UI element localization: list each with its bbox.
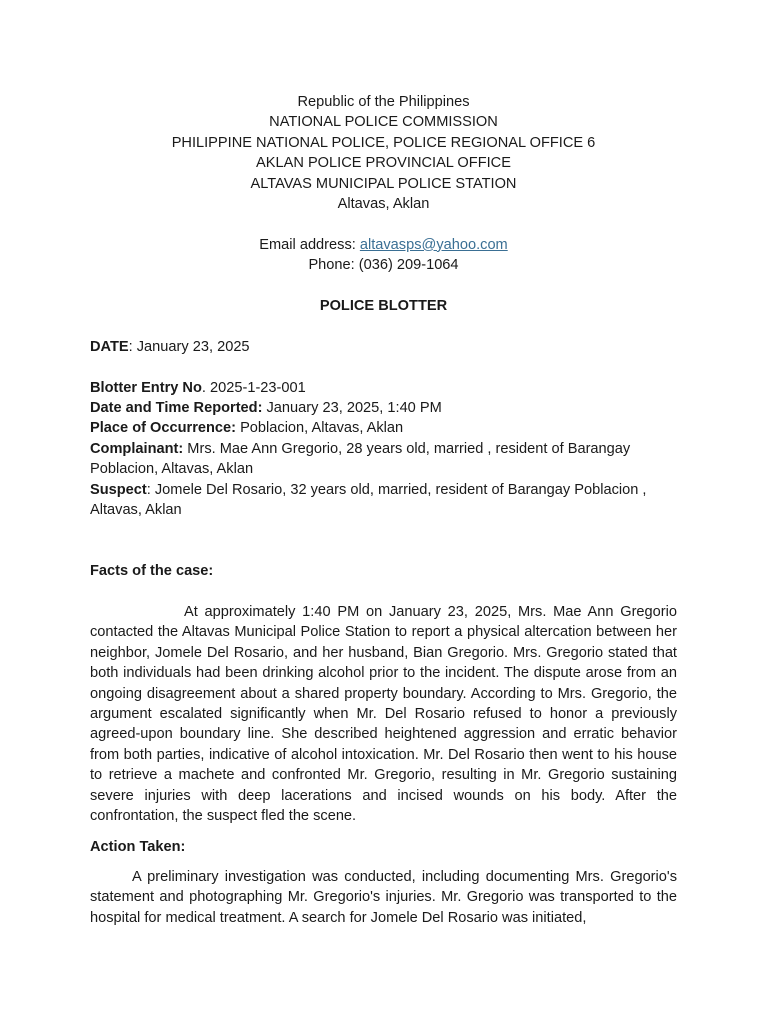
field-date-time-reported <box>90 398 677 418</box>
field-complainant <box>90 439 677 480</box>
header-provincial-office: AKLAN POLICE PROVINCIAL OFFICE <box>256 155 511 172</box>
field-label: Date and Time Reported: <box>90 400 263 417</box>
field-suspect <box>90 480 677 521</box>
action-heading: Action Taken: <box>90 838 186 855</box>
spacer <box>90 857 677 867</box>
field-value: Poblacion, Altavas, Aklan <box>236 420 404 437</box>
spacer <box>90 357 677 377</box>
email-link[interactable]: altavasps@yahoo.com <box>359 236 508 253</box>
date-label: DATE <box>90 338 129 355</box>
field-value: January 23, 2025, 1:40 PM <box>262 400 442 417</box>
email-label: Email address: <box>259 236 360 253</box>
field-label: Suspect <box>90 481 147 498</box>
document-page <box>90 92 677 928</box>
field-label: Blotter Entry No <box>90 379 202 396</box>
email-line <box>90 235 677 255</box>
field-label: Place of Occurrence: <box>90 420 237 437</box>
document-title: POLICE BLOTTER <box>319 298 448 315</box>
field-label: Complainant: <box>90 440 184 457</box>
field-value: : Jomele Del Rosario, 32 years old, married, resident of Barangay Poblacion , Altavas, Aklan <box>90 481 647 519</box>
spacer <box>90 316 677 336</box>
header-location: Altavas, Aklan <box>337 196 430 213</box>
phone-line: Phone: (036) 209-1064 <box>308 257 459 274</box>
header-country: Republic of the Philippines <box>297 94 470 110</box>
date-line <box>90 337 677 357</box>
action-paragraph: A preliminary investigation was conducted, including documenting Mrs. Gregorio's statement and photographing Mr. Gregorio's injuries. Mr. Gregorio was transported to the hospital for medical treatment. A search for Jomele Del Rosario was initiated, <box>90 868 677 926</box>
spacer <box>90 541 677 561</box>
spacer <box>90 520 677 540</box>
spacer <box>90 827 677 837</box>
spacer <box>90 582 677 602</box>
header-station: ALTAVAS MUNICIPAL POLICE STATION <box>250 175 517 192</box>
header-commission: NATIONAL POLICE COMMISSION <box>269 114 498 131</box>
facts-heading: Facts of the case: <box>90 563 214 580</box>
facts-paragraph: At approximately 1:40 PM on January 23, 2025, Mrs. Mae Ann Gregorio contacted the Altavas Municipal Police Station to report a physical altercation between her neighbor, Jomele Del Rosario, and her husband, Bian Gregorio. Mrs. Gregorio stated that both individuals had been drinking alcohol prior to the incident. The dispute arose from an ongoing disagreement about a shared property boundary. According to Mrs. Gregorio, the argument escalated significantly when Mr. Del Rosario refused to honor a previously agreed-upon boundary line. She described heightened aggression and erratic behavior from both parties, indicative of alcohol intoxication. Mr. Del Rosario then went to his house to retrieve a machete and confronted Mr. Gregorio, resulting in Mr. Gregorio sustaining severe injuries with deep lacerations and incised wounds on his body. After the confrontation, the suspect fled the scene. <box>90 604 677 825</box>
spacer <box>90 276 677 296</box>
field-place-of-occurrence <box>90 418 677 438</box>
blotter-fields <box>90 378 677 521</box>
spacer <box>90 214 677 234</box>
date-value: : January 23, 2025 <box>128 338 250 355</box>
field-value: Mrs. Mae Ann Gregorio, 28 years old, married , resident of Barangay Poblacion, Altavas, Aklan <box>90 440 631 478</box>
field-value: . 2025-1-23-001 <box>201 379 306 396</box>
field-entry-no <box>90 378 677 398</box>
letterhead <box>90 92 677 276</box>
header-regional-office: PHILIPPINE NATIONAL POLICE, POLICE REGIONAL OFFICE 6 <box>171 134 596 151</box>
